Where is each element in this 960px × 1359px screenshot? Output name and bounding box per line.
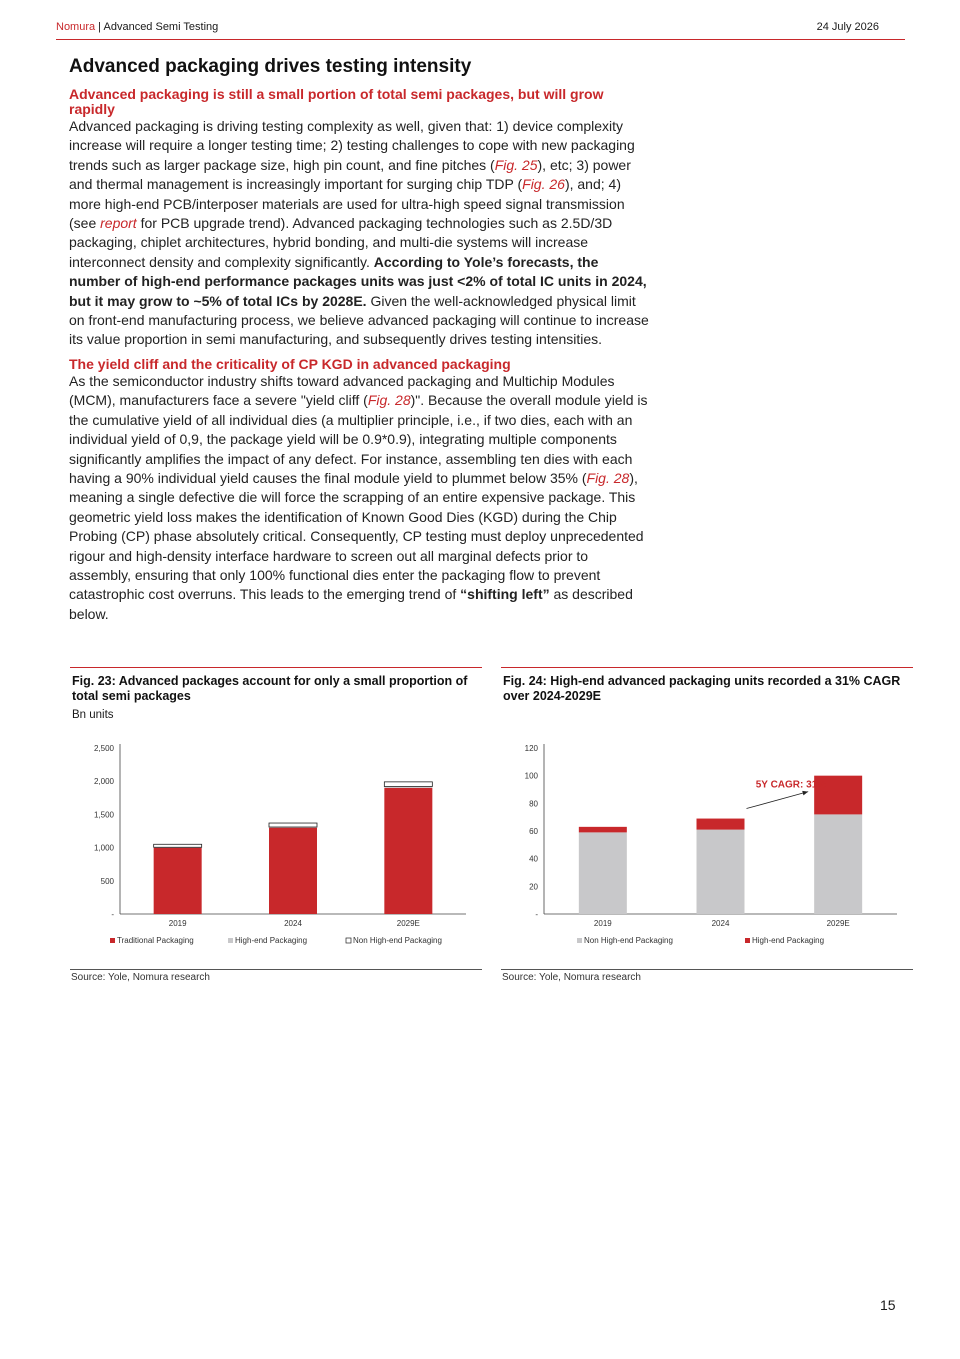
fig28-link[interactable]: Fig. 28 bbox=[367, 392, 411, 409]
figure-title: Fig. 23: Advanced packages account for only a small proportion of total semi packages bbox=[72, 674, 468, 703]
header-separator: | bbox=[95, 21, 104, 33]
legend-label: High-end Packaging bbox=[752, 936, 825, 945]
figure-title: Fig. 24: High-end advanced packaging units recorded a 31% CAGR over 2024-2029E bbox=[503, 674, 901, 703]
section2-paragraph bbox=[69, 372, 649, 624]
bar-segment bbox=[814, 814, 862, 914]
y-tick-label: - bbox=[535, 910, 538, 919]
bar-segment bbox=[697, 830, 745, 914]
figure-source: Source: Yole, Nomura research bbox=[502, 972, 641, 983]
legend-label: High-end Packaging bbox=[235, 936, 308, 945]
bar-segment bbox=[579, 832, 627, 914]
figure-23 bbox=[70, 667, 482, 721]
bar-segment bbox=[384, 782, 432, 787]
bar-segment bbox=[697, 819, 745, 830]
legend-label: Non High-end Packaging bbox=[584, 936, 673, 945]
report-title: Advanced Semi Testing bbox=[103, 21, 219, 33]
bar-segment bbox=[154, 844, 202, 847]
x-tick-label: 2019 bbox=[168, 919, 187, 928]
page-title: Advanced packaging drives testing intensity bbox=[69, 56, 472, 77]
fig28-link[interactable]: Fig. 28 bbox=[586, 469, 630, 486]
bold-highlight: According to Yole’s forecasts, the number of high-end performance packages units was just <2% of total IC units in 2024, but it may grow to ~5% of total ICs by 2028E. bbox=[69, 253, 647, 309]
text-span: as described below. bbox=[69, 586, 633, 622]
bar-segment bbox=[269, 828, 317, 914]
y-tick-label: 1,500 bbox=[93, 810, 114, 820]
fig26-link[interactable]: Fig. 26 bbox=[522, 176, 565, 193]
text-span: ), and; 4) more high-end PCB/interposer materials are used for ultra-high speed signal transmission (see bbox=[69, 176, 625, 232]
x-tick-label: 2024 bbox=[284, 919, 302, 928]
y-tick-label: 20 bbox=[529, 882, 538, 892]
legend-swatch bbox=[577, 938, 582, 943]
y-tick-label: 2,500 bbox=[93, 744, 114, 753]
chart-fig24 bbox=[501, 735, 913, 955]
legend-swatch bbox=[745, 938, 750, 943]
figure-24 bbox=[501, 667, 913, 704]
report-date: 24 July 2026 bbox=[816, 21, 879, 33]
y-tick-label: - bbox=[111, 910, 114, 919]
text-span: for PCB upgrade trend). Advanced packaging technologies such as 2.5D/3D packaging, chiplet architectures, hybrid bonding, and multi-die systems will increase interconnect density and complexity significantly. bbox=[69, 215, 613, 270]
bar-segment bbox=[384, 788, 432, 914]
text-span: Advanced packaging is driving testing complexity as well, given that: 1) device complexity increase will require a longer testing time; 2) testing challenges to cope with new packaging trends such as larger package size, high pin count, and fine pitches ( bbox=[69, 118, 635, 173]
section1-heading: Advanced packaging is still a small portion of total semi packages, but will grow rapidly bbox=[69, 86, 604, 117]
annotation-arrow bbox=[747, 792, 809, 809]
x-tick-label: 2019 bbox=[593, 919, 612, 928]
text-span: ), etc; 3) power and thermal management is increasingly important for surging chip TDP ( bbox=[69, 156, 631, 193]
figure-unit: Bn units bbox=[72, 709, 114, 721]
y-tick-label: 80 bbox=[529, 799, 538, 809]
y-tick-label: 1,000 bbox=[93, 843, 114, 853]
legend-swatch bbox=[228, 938, 233, 943]
legend-swatch bbox=[346, 938, 351, 943]
page-header bbox=[56, 21, 905, 40]
legend-label: Traditional Packaging bbox=[117, 936, 194, 945]
y-tick-label: 120 bbox=[524, 744, 538, 753]
bar-segment bbox=[269, 823, 317, 827]
figure-source: Source: Yole, Nomura research bbox=[71, 972, 210, 983]
x-tick-label: 2029E bbox=[826, 919, 850, 928]
section1-paragraph bbox=[69, 117, 649, 350]
x-tick-label: 2024 bbox=[711, 919, 730, 928]
y-tick-label: 100 bbox=[524, 771, 538, 781]
text-span: ), meaning a single defective die will force the scrapping of an entire expensive package. This geometric yield loss makes the identification of Known Good Dies (KGD) during the Chip Probing (CP) phase absolutely critical. Consequently, CP testing must deploy unprecedented rigour and high-density interface hardware to screen out all marginal defects prior to assembly, ensuring that only 100% functional dies enter the packaging flow to prevent catastrophic cost overruns. This leads to the emerging trend of bbox=[69, 469, 644, 603]
text-span: As the semiconductor industry shifts toward advanced packaging and Multichip Modules (MCM), manufacturers face a severe "yield cliff ( bbox=[69, 372, 615, 409]
source-divider bbox=[501, 969, 913, 970]
y-tick-label: 60 bbox=[529, 827, 538, 836]
legend-swatch bbox=[110, 938, 115, 943]
bar-segment bbox=[154, 848, 202, 914]
page-number: 15 bbox=[880, 1297, 896, 1313]
chart-fig23 bbox=[70, 735, 482, 955]
section2-heading: The yield cliff and the criticality of CP KGD in advanced packaging bbox=[69, 355, 511, 372]
bold-highlight: “shifting left” bbox=[460, 586, 550, 603]
bar-segment bbox=[579, 827, 627, 833]
x-tick-label: 2029E bbox=[396, 919, 420, 928]
y-tick-label: 40 bbox=[529, 854, 538, 864]
y-tick-label: 2,000 bbox=[93, 777, 114, 787]
report-link[interactable]: report bbox=[100, 215, 137, 232]
source-divider bbox=[70, 969, 482, 970]
annotation-arrowhead bbox=[802, 791, 808, 796]
cagr-annotation: 5Y CAGR: 31% bbox=[755, 779, 827, 791]
main-content bbox=[69, 56, 649, 624]
text-span: Given the well-acknowledged physical limit on front-end manufacturing process, we believe advanced packaging will continue to increase its value proportion in semi manufacturing, and subsequently drives testing intensities. bbox=[69, 292, 649, 348]
legend-label: Non High-end Packaging bbox=[353, 936, 442, 945]
y-tick-label: 500 bbox=[100, 876, 114, 886]
text-span: )". Because the overall module yield is the cumulative yield of all individual dies (a multiplier principle, i.e., if two dies, each with an individual yield of 0,9, the package yield will be 0.9*0.9), integrating multiple components significantly amplifies the impact of any defect. For instance, assembling ten dies with each having a 90% individual yield causes the final module yield to plummet below 35% ( bbox=[69, 392, 648, 486]
fig25-link[interactable]: Fig. 25 bbox=[494, 156, 538, 173]
brand-name: Nomura bbox=[56, 21, 96, 33]
